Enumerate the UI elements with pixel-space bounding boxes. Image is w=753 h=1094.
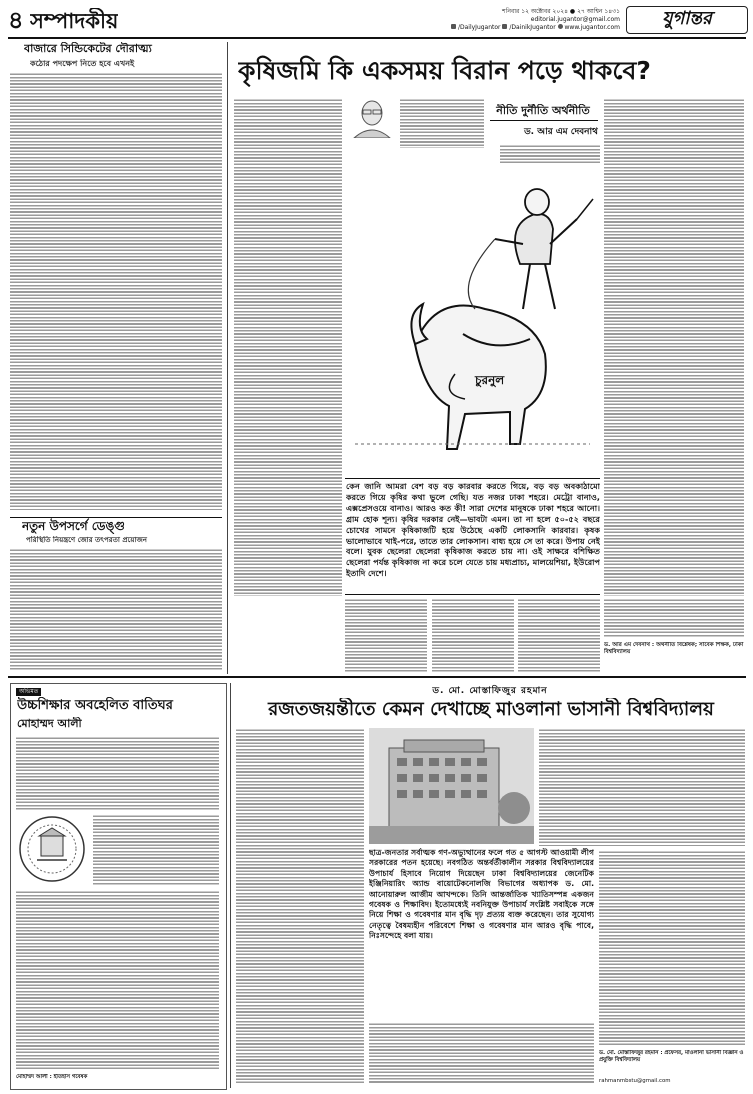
newspaper-logo [626, 6, 748, 34]
bottom-body-col3-lower [599, 850, 745, 1046]
article2-subtitle: পরিস্থিতি নিয়ন্ত্রণে জোর তৎপরতা প্রয়োজন [26, 536, 147, 544]
main-byline: ড. আর এম দেবনাথ [524, 127, 598, 137]
article1-body [10, 72, 222, 510]
university-logo [17, 814, 87, 884]
facebook-icon [451, 24, 456, 29]
bottom-byline: ড. মো. মোস্তাফিজুর রহমান [432, 686, 548, 696]
article2-title: নতুন উপসর্গে ডেঙ্গু [22, 519, 125, 533]
main-body-lower-2 [432, 598, 514, 672]
web-icon [558, 24, 563, 29]
social-link-1[interactable]: /DailyJugantor [457, 24, 501, 31]
logo-text: যুগান্তর [662, 8, 712, 29]
pull-quote-top-rule [345, 478, 600, 479]
article1-title: বাজারে সিন্ডিকেটের দৌরাত্ম্য [24, 42, 152, 55]
article2-body [10, 548, 222, 671]
article1-subtitle: কঠোর পদক্ষেপ নিতে হবে এখনই [30, 59, 135, 68]
bottom-body-col3-top [539, 728, 745, 846]
main-body-col1 [234, 98, 342, 596]
main-headline: কৃষিজমি কি একসময় বিরান পড়ে থাকবে? [238, 56, 651, 85]
social-links [440, 24, 620, 32]
editorial-cartoon [345, 144, 600, 474]
bottom-author-email[interactable]: rahmanmbstu@gmail.com [599, 1078, 671, 1084]
main-body-lower-1 [345, 598, 427, 672]
masthead [8, 6, 746, 36]
main-body-col4 [604, 98, 744, 596]
main-pull-quote: কেন জানি আমরা বেশ বড় বড় কারবার করতে গিয়ে, বড় বড় অবকাঠামো করতে গিয়ে কৃষির কথা ভুলে গেছি। যত নজর ঢাকা শহরে। মেট্রো বানাও, এক্সপ্রেসওয়ে বানাও। আরও কত কী! সারা দেশের মানুষকে ঢাকা শহরে আনো। গ্রাম হোক শূন্য। কৃষির দরকার নেই—ভাবটা এমন। তা না হলে ৫০-৫২ বছরে চোখের সামনে কৃষিকাজটি হয়ে উঠেছে একটি লোকসানি কারবার। কৃষক ভালোভাবে খাই-পরে, তাতে তার লোকসান। বাধ্য হয়ে সে তা করে। উপায় নেই বলে। যুবক ছেলেরা ছেলেরা কৃষিকাজ করতে চায় না। ওই সাক্ষরে বশিক্ষিত ছেলেরা পর্যন্ত কৃষিকাজ না করে চলে যেতে চায় মধ্যপ্রাচ্য, মালয়েশিয়া, ইউরোপ ইতাদি দেশে। [346, 481, 600, 579]
header-rule [8, 37, 746, 39]
date-line: শনিবার ১২ অক্টোবর ২০২৪ ● ২৭ আশ্বিন ১৪৩১ [502, 8, 620, 15]
youtube-icon [502, 24, 507, 29]
header-meta [440, 8, 620, 32]
main-body-lower-4 [604, 598, 744, 638]
main-author-note: ড. আর এম দেবনাথ : অর্থনীতি বিশ্লেষক; সাবেক শিক্ষক, ঢাকা বিশ্ববিদ্যালয় [604, 642, 744, 655]
cartoon-label: চুরনুল [475, 373, 505, 387]
section-rule [8, 676, 746, 678]
website-link[interactable]: www.jugantor.com [564, 24, 620, 31]
social-link-2[interactable]: /DainikJugantor [509, 24, 556, 31]
opinion-body-beside-logo [93, 814, 219, 886]
bottom-pull-quote: ছাত্র-জনতার সর্বাত্মক গণ-অভ্যুত্থানের ফলে গত ৫ আগস্ট আওয়ামী লীগ সরকারের পতন হয়েছে। নবগঠিত অন্তর্বর্তীকালীন সরকার বিশ্ববিদ্যালয়ের উপাচার্য হিসাবে নিয়োগ দিয়েছেন ঢাকা বিশ্ববিদ্যালয়ের জেনেটিক ইঞ্জিনিয়ারিং অ্যান্ড বায়োটেকনোলজি বিভাগের অধ্যাপক ড. মো. আনোয়ারুল আজীম আখন্দকে। তিনি আন্তর্জাতিক খ্যাতিসম্পন্ন একজন গবেষক ও শিক্ষাবিদ। ইতোমধ্যেই নবনিযুক্ত উপাচার্য সংশ্লিষ্ট সবাইকে সঙ্গে নিয়ে শিক্ষা ও গবেষণার মান বৃদ্ধি দৃঢ় প্রত্যয় ব্যক্ত করেছেন। তার সুযোগ্য নেতৃত্বে বৈষম্যহীন পরিবেশে শিক্ষা ও গবেষণার মান আরও বৃদ্ধি পাবে, নিঃসন্দেহে বলা যায়। [369, 848, 594, 941]
opinion-body-bottom [16, 890, 219, 1070]
campus-photo [369, 728, 534, 844]
opinion-kicker: অভিমত [16, 688, 41, 696]
column-divider-2 [230, 683, 231, 1088]
opinion-title: উচ্চশিক্ষার অবহেলিত বাতিঘর [17, 698, 173, 713]
opinion-author-note: মোহাম্মদ আলী : ইতিহাস গবেষক [16, 1074, 88, 1080]
opinion-body-top [16, 736, 219, 810]
opinion-box [10, 683, 227, 1090]
editorial-email[interactable]: editorial.jugantor@gmail.com [530, 16, 620, 23]
section-title: সম্পাদকীয় [30, 9, 119, 33]
column-name-rule [490, 120, 598, 121]
column-divider-1 [227, 42, 228, 674]
pull-quote-bottom-rule [345, 594, 600, 595]
bottom-body-col1 [236, 728, 364, 1084]
main-body-col3-top [500, 144, 600, 164]
author-photo [348, 98, 396, 138]
bottom-headline: রজতজয়ন্তীতে কেমন দেখাচ্ছে মাওলানা ভাসানী বিশ্ববিদ্যালয় [268, 699, 714, 720]
opinion-author: মোহাম্মদ আলী [17, 717, 82, 730]
page-number: ৪ [8, 6, 24, 34]
bottom-author-note: ড. মো. মোস্তাফিজুর রহমান : প্রফেসর, মাওলানা ভাসানী বিজ্ঞান ও প্রযুক্তি বিশ্ববিদ্যালয় [599, 1050, 744, 1063]
main-body-col2-top [400, 98, 484, 148]
column-name: নীতি দুর্নীতি অর্থনীতি [496, 104, 590, 117]
main-body-lower-3 [518, 598, 600, 672]
bottom-body-col2-lower [369, 1022, 594, 1084]
